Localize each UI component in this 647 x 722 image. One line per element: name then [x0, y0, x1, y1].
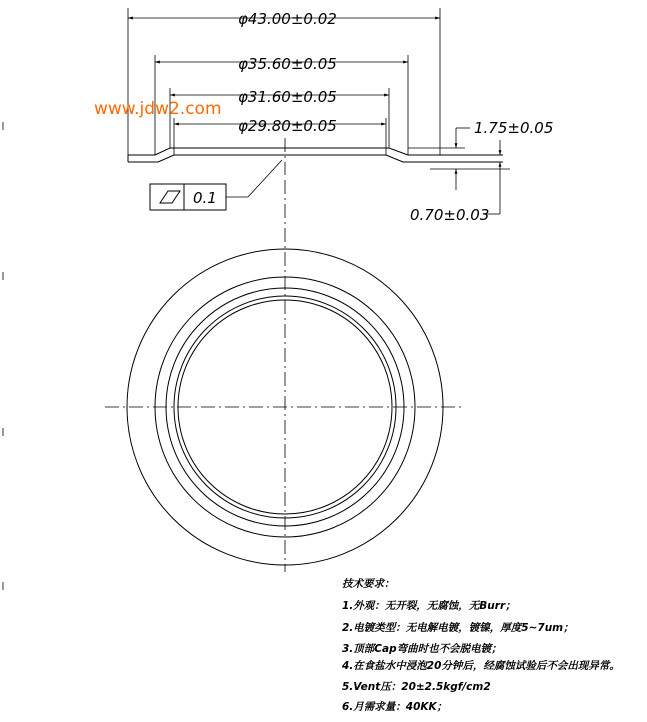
dim-od-43: φ43.00±0.02	[238, 10, 337, 28]
dim-d-35-6: φ35.60±0.05	[238, 55, 337, 73]
note-item: 2.电镀类型：无电解电镀，镀镍，厚度5~7um；	[342, 622, 574, 634]
notes-title: 技术要求：	[342, 578, 395, 590]
flatness-icon	[160, 191, 180, 203]
note-item: 5.Vent压：20±2.5kgf/cm2	[342, 681, 491, 693]
technical-requirements	[341, 577, 620, 713]
note-item: 6.月需求量：40KK；	[342, 701, 448, 713]
dim-d-29-8: φ29.80±0.05	[238, 117, 337, 135]
plan-view	[105, 180, 465, 572]
note-item: 4.在食盐水中浸泡20分钟后，经腐蚀试验后不会出现异常。	[342, 660, 620, 672]
dim-height: 1.75±0.05	[474, 119, 554, 137]
dim-d-31-6: φ31.60±0.05	[238, 88, 337, 106]
note-item: 3.顶部Cap弯曲时也不会脱电镀；	[342, 643, 502, 655]
flatness-value: 0.1	[193, 189, 217, 207]
profile-view	[128, 138, 503, 175]
dim-thickness: 0.70±0.03	[410, 206, 490, 224]
note-item: 1.外观：无开裂，无腐蚀，无Burr；	[342, 600, 516, 612]
watermark: www.jdw2.com	[94, 99, 222, 119]
